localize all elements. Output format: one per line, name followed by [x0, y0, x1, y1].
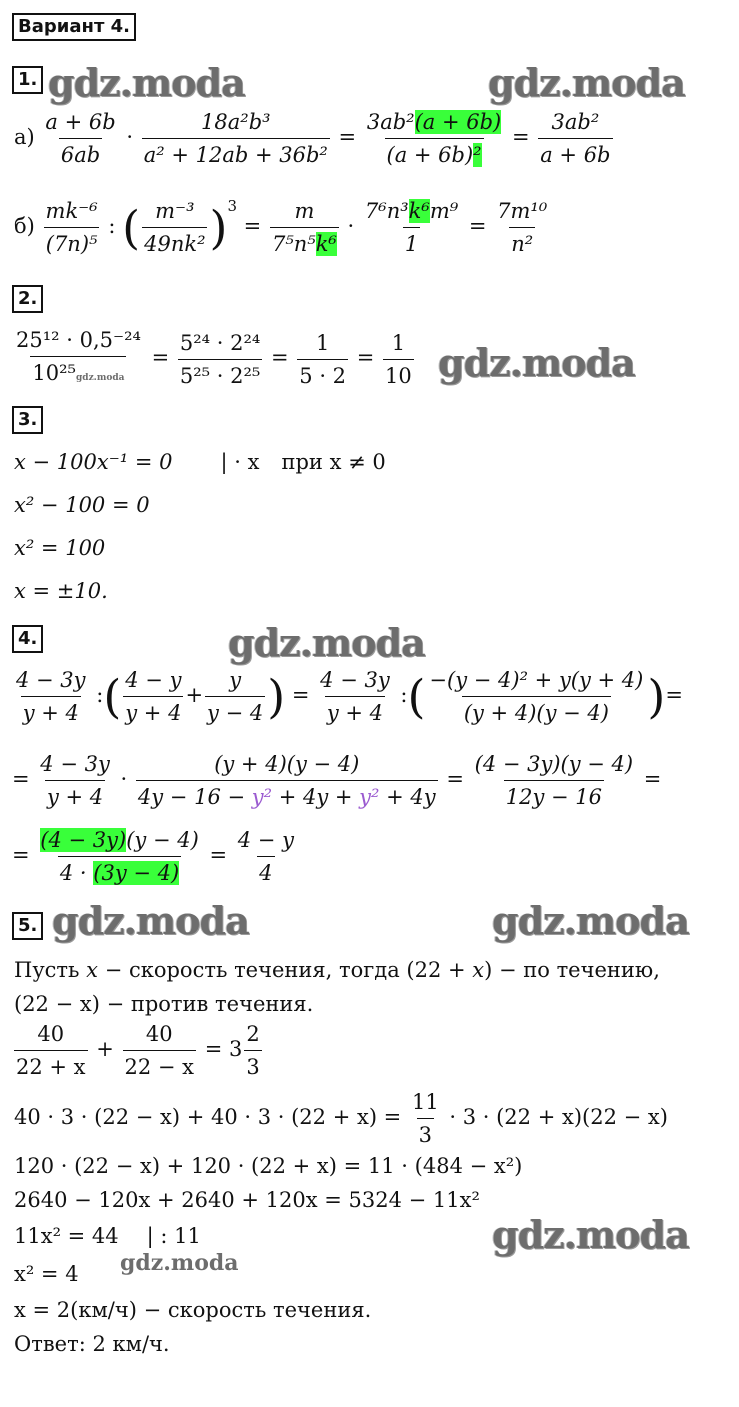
watermark: gdz.moda	[52, 898, 249, 943]
fraction: $\frac{\text{m⁻³}}{\text{49nk²}}$	[144, 199, 206, 256]
task-5-line-7: 11x² = 44 | : 11	[14, 1224, 201, 1248]
task-5-line-5: 120 · (22 − x) + 120 · (22 + x) = 11 · (484 − x²)	[14, 1154, 523, 1178]
cancelled-term: y²	[251, 785, 273, 809]
fraction: $\frac{\text{3ab²}}{a + 6b}$	[540, 110, 611, 167]
task-4-row-2: = $\frac{4 - 3y}{y + 4}$ · $\frac{(y + 4)(y - 4)}{\text{4y − 16 − y² + 4y + y² + 4y}}$ = $\frac{(4 - 3y)(y - 4)}{12y - 16}$ =	[12, 752, 662, 809]
highlighted-factor: ²	[473, 143, 482, 167]
fraction: $\frac{4 - y}{4}$	[237, 828, 294, 885]
task-5-line-9: x = 2(км/ч) − скорость течения.	[14, 1298, 372, 1322]
watermark: gdz.moda	[492, 1212, 689, 1257]
fraction: $\frac{y}{y - 4}$	[207, 668, 264, 725]
task-1b-expression: б) $\frac{\text{mk⁻⁶}}{\text{(7n)⁵}}$ : ( $\frac{\text{m⁻³}}{\text{49nk²}}$ )$^3$ = $\frac{m}{\text{7⁵n⁵k⁶}}$ · $\frac{\text{7⁶n³k⁶m⁹}}{1}$ = $\frac{\text{7m¹⁰}}{\text{n²}}$	[14, 197, 548, 256]
fraction: $\frac{4 - 3y}{y + 4}$	[40, 752, 110, 809]
task-3-line-1: x − 100x⁻¹ = 0 | · x при x ≠ 0	[14, 450, 386, 474]
fraction: $\frac{11}{3}$	[411, 1090, 439, 1147]
fraction: $\frac{\text{5²⁴ · 2²⁴}}{\text{5²⁵ · 2²⁵}}$	[179, 330, 261, 388]
variant-title: Вариант 4.	[12, 13, 136, 41]
watermark: gdz.moda	[228, 620, 425, 665]
task-5-equation: $\frac{40}{22 + x}$ + $\frac{40}{22 - x}$ = 3 $\frac{2}{3}$	[16, 1022, 260, 1079]
watermark: gdz.moda	[488, 60, 685, 105]
task-1b-label: б)	[14, 214, 35, 238]
task-5-line-6: 2640 − 120x + 2640 + 120x = 5324 − 11x²	[14, 1188, 480, 1212]
fraction: $\frac{(4 - 3y)(y - 4)}{12y - 16}$	[474, 752, 634, 809]
fraction: $\frac{\text{3ab²(a + 6b)}}{\text{(a + 6b)²}}$	[366, 110, 502, 167]
fraction: $\frac{m}{\text{7⁵n⁵k⁶}}$	[271, 199, 337, 256]
fraction: $\frac{4 - 3y}{y + 4}$	[16, 668, 86, 725]
watermark: gdz.moda	[75, 373, 125, 383]
fraction: $\frac{1}{10}$	[385, 330, 412, 388]
highlighted-factor: (4 − 3y)	[40, 828, 127, 852]
fraction: $\frac{4 - 3y}{y + 4}$	[320, 668, 390, 725]
task-3-line-4: x = ±10.	[14, 579, 108, 603]
task-1a-label: а)	[14, 125, 35, 149]
task-4-number: 4.	[12, 625, 43, 653]
task-5-line-8: x² = 4	[14, 1262, 79, 1286]
cancelled-term: y²	[359, 785, 380, 809]
fraction: $\frac{\text{−(y − 4)² + y(y + 4)}}{(y + 4)(y - 4)}$	[429, 668, 644, 725]
task-5-line-4: 40 · 3 · (22 − x) + 40 · 3 · (22 + x) = $\frac{11}{3}$ · 3 · (22 + x)(22 − x)	[14, 1090, 668, 1147]
watermark: gdz.moda	[120, 1250, 239, 1276]
fraction: $\frac{\text{18a²b³}}{\text{a² + 12ab + 36b²}}$	[143, 110, 328, 167]
fraction: $\frac{a + 6b}{6ab}$	[45, 110, 116, 167]
fraction: $\frac{(4 - 3y)(y - 4)}{4 \cdot (3y - 4)}$	[40, 828, 199, 885]
task-5-number: 5.	[12, 912, 43, 940]
fraction: $\frac{40}{22 - x}$	[124, 1022, 195, 1079]
task-5-answer: Ответ: 2 км/ч.	[14, 1332, 170, 1356]
fraction: $\frac{4 - y}{y + 4}$	[125, 668, 182, 725]
fraction: $\frac{(y + 4)(y - 4)}{\text{4y − 16 − y² + 4y + y² + 4y}}$	[137, 752, 436, 809]
fraction: $\frac{\text{mk⁻⁶}}{\text{(7n)⁵}}$	[45, 199, 98, 256]
fraction: $\frac{\text{25¹² · 0,5⁻²⁴}}{\text{10²⁵gdz.moda}}$	[14, 326, 143, 392]
task-1a-expression: а) $\frac{a + 6b}{6ab}$ · $\frac{\text{18a²b³}}{\text{a² + 12ab + 36b²}}$ = $\frac{\text{3ab²(a + 6b)}}{\text{(a + 6b)²}}$ = $\frac{\text{3ab²}}{a + 6b}$	[14, 110, 611, 167]
fraction: $\frac{1}{5 \cdot 2}$	[299, 330, 347, 388]
fraction: $\frac{2}{3}$	[246, 1022, 260, 1079]
highlighted-factor: k⁶	[408, 199, 430, 223]
highlighted-factor: (3y − 4)	[93, 861, 180, 885]
fraction: $\frac{\text{7⁶n³k⁶m⁹}}{1}$	[364, 199, 459, 256]
task-3-number: 3.	[12, 406, 43, 434]
task-5-line-2: (22 − x) − против течения.	[14, 992, 314, 1016]
task-3-line-3: x² = 100	[14, 536, 106, 560]
fraction: $\frac{\text{7m¹⁰}}{\text{n²}}$	[497, 199, 548, 256]
task-5-line-1: Пусть x − скорость течения, тогда (22 + x) − по течению,	[14, 958, 660, 982]
fraction: $\frac{40}{22 + x}$	[16, 1022, 86, 1079]
watermark: gdz.moda	[48, 60, 245, 105]
highlighted-factor: (a + 6b)	[414, 110, 502, 134]
highlighted-factor: k⁶	[315, 232, 337, 256]
task-4-row-3: = $\frac{(4 - 3y)(y - 4)}{4 \cdot (3y - 4)}$ = $\frac{4 - y}{4}$	[12, 828, 294, 885]
task-2-number: 2.	[12, 285, 43, 313]
task-3-line-2: x² − 100 = 0	[14, 493, 150, 517]
task-2-expression: $\frac{\text{25¹² · 0,5⁻²⁴}}{\text{10²⁵gdz.moda}}$ = $\frac{\text{5²⁴ · 2²⁴}}{\text{5²⁵ · 2²⁵}}$ = $\frac{1}{5 \cdot 2}$ = $\frac{1}{10}$	[12, 326, 416, 392]
watermark: gdz.moda	[492, 898, 689, 943]
task-4-row-1: $\frac{4 - 3y}{y + 4}$ :( $\frac{4 - y}{y + 4}$ + $\frac{y}{y - 4}$ ) = $\frac{4 - 3y}{y + 4}$ :( $\frac{\text{−(y − 4)² + y(y + 4)}}{(y + 4)(y - 4)}$ )=	[16, 668, 683, 725]
watermark: gdz.moda	[438, 340, 635, 385]
task-1-number: 1.	[12, 66, 43, 94]
